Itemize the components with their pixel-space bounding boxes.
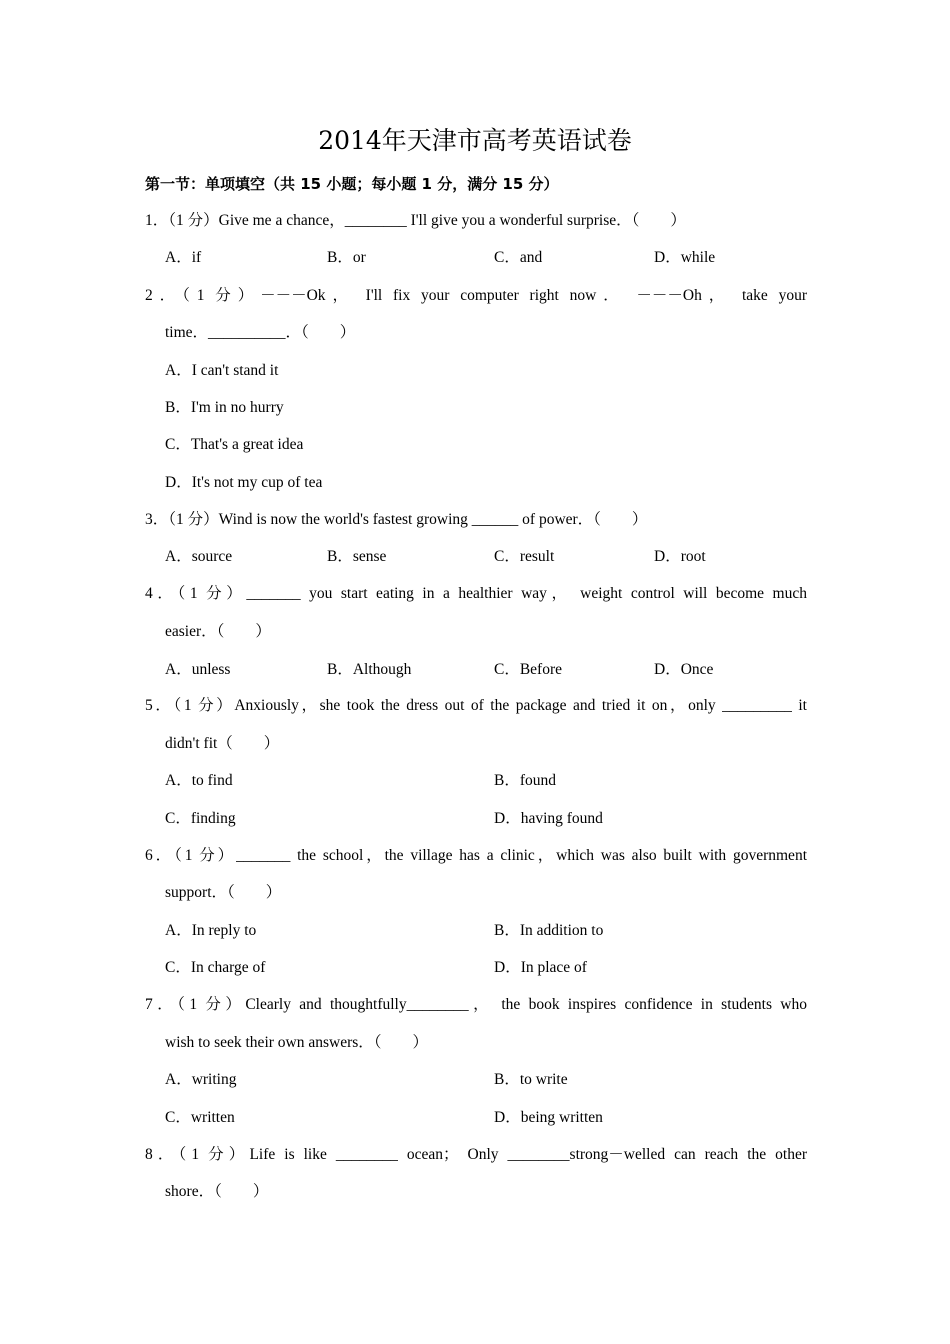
q6-option-a[interactable]: A．In reply to <box>165 922 257 939</box>
question-4: 4．（1 分）_______ you start eating in a healthier way， weight control will become much <box>145 585 807 602</box>
q6-option-b[interactable]: B．In addition to <box>494 922 604 939</box>
q1-option-c[interactable]: C．and <box>494 249 543 266</box>
question-7-cont: wish to seek their own answers．（ ） <box>165 1034 429 1051</box>
q4-option-a[interactable]: A．unless <box>165 661 231 678</box>
question-5-cont: didn't fit（ ） <box>165 735 280 752</box>
question-8: 8．（1 分）Life is like ________ ocean； Only ________strong－welled can reach the other <box>145 1146 807 1163</box>
question-2-cont: time．__________．（ ） <box>165 324 356 341</box>
q5-option-d[interactable]: D．having found <box>494 810 603 827</box>
question-8-cont: shore．（ ） <box>165 1183 269 1200</box>
q2-option-a[interactable]: A．I can't stand it <box>165 362 279 379</box>
q3-option-a[interactable]: A．source <box>165 548 233 565</box>
q4-option-c[interactable]: C．Before <box>494 661 563 678</box>
question-2: 2．（1 分）－－－Ok， I'll fix your computer right now． －－－Oh， take your <box>145 287 807 304</box>
q2-option-d[interactable]: D．It's not my cup of tea <box>165 474 323 491</box>
q4-option-b[interactable]: B．Although <box>327 661 412 678</box>
q5-option-a[interactable]: A．to find <box>165 772 233 789</box>
q4-option-d[interactable]: D．Once <box>654 661 714 678</box>
q6-option-d[interactable]: D．In place of <box>494 959 587 976</box>
q5-option-b[interactable]: B．found <box>494 772 557 789</box>
section-heading: 第一节：单项填空（共 15 小题；每小题 1 分，满分 15 分） <box>145 175 559 193</box>
question-4-cont: easier．（ ） <box>165 623 271 640</box>
q1-option-a[interactable]: A．if <box>165 249 202 266</box>
question-6: 6．（1 分）_______ the school，the village has a clinic，which was also built with government <box>145 847 807 864</box>
question-5: 5．（1 分）Anxiously，she took the dress out of the package and tried it on，only _________ it <box>145 697 807 714</box>
exam-title: 2014年天津市高考英语试卷 <box>318 126 632 155</box>
q7-option-c[interactable]: C．written <box>165 1109 235 1126</box>
q7-option-a[interactable]: A．writing <box>165 1071 237 1088</box>
q1-option-d[interactable]: D．while <box>654 249 716 266</box>
q1-option-b[interactable]: B．or <box>327 249 366 266</box>
q3-option-b[interactable]: B．sense <box>327 548 387 565</box>
q5-option-c[interactable]: C．finding <box>165 810 236 827</box>
question-7: 7．（1 分）Clearly and thoughtfully________， the book inspires confidence in students who <box>145 996 807 1013</box>
q3-option-d[interactable]: D．root <box>654 548 706 565</box>
q2-option-c[interactable]: C．That's a great idea <box>165 436 304 453</box>
question-6-cont: support．（ ） <box>165 884 282 901</box>
q7-option-b[interactable]: B．to write <box>494 1071 568 1088</box>
question-1: 1．（1 分）Give me a chance，________ I'll give you a wonderful surprise．（ ） <box>145 212 686 229</box>
q2-option-b[interactable]: B．I'm in no hurry <box>165 399 284 416</box>
q3-option-c[interactable]: C．result <box>494 548 555 565</box>
question-3: 3．（1 分）Wind is now the world's fastest growing ______ of power．（ ） <box>145 511 648 528</box>
q7-option-d[interactable]: D．being written <box>494 1109 603 1126</box>
q6-option-c[interactable]: C．In charge of <box>165 959 266 976</box>
